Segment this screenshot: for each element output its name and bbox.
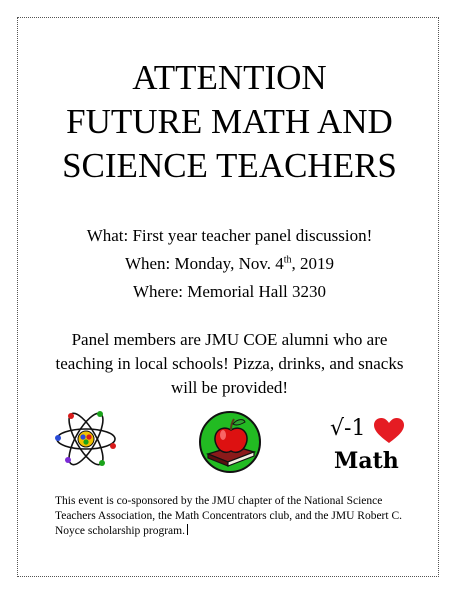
when-prefix: When: Monday, Nov. 4 xyxy=(124,254,284,273)
flyer-title xyxy=(0,56,459,188)
title-line-3: SCIENCE TEACHERS xyxy=(62,146,397,185)
title-line-1: ATTENTION xyxy=(132,58,327,97)
sponsor-text: This event is co-sponsored by the JMU chapter of the National Science Teachers Association, the Math Concentrators club, and the JMU Robert C. Noyce scholarship program. xyxy=(55,495,402,537)
title-line-2: FUTURE MATH AND xyxy=(66,102,393,141)
atom-icon xyxy=(54,408,118,470)
where-line: Where: Memorial Hall 3230 xyxy=(132,282,327,301)
math-word: Math xyxy=(334,448,399,474)
when-superscript: th xyxy=(283,254,292,266)
text-cursor xyxy=(187,524,188,535)
apple-on-book-icon xyxy=(198,410,262,474)
when-suffix: , 2019 xyxy=(291,254,335,273)
when-line xyxy=(0,250,459,278)
panel-description: Panel members are JMU COE alumni who are teaching in local schools! Pizza, drinks, and snacks will be provided! xyxy=(55,330,404,397)
what-line: What: First year teacher panel discussion! xyxy=(86,226,373,245)
math-sqrt-text: √-1 xyxy=(330,416,366,441)
heart-icon xyxy=(374,418,404,444)
math-love-icon xyxy=(330,416,410,476)
sponsor-note xyxy=(55,494,415,539)
event-details xyxy=(0,222,459,306)
